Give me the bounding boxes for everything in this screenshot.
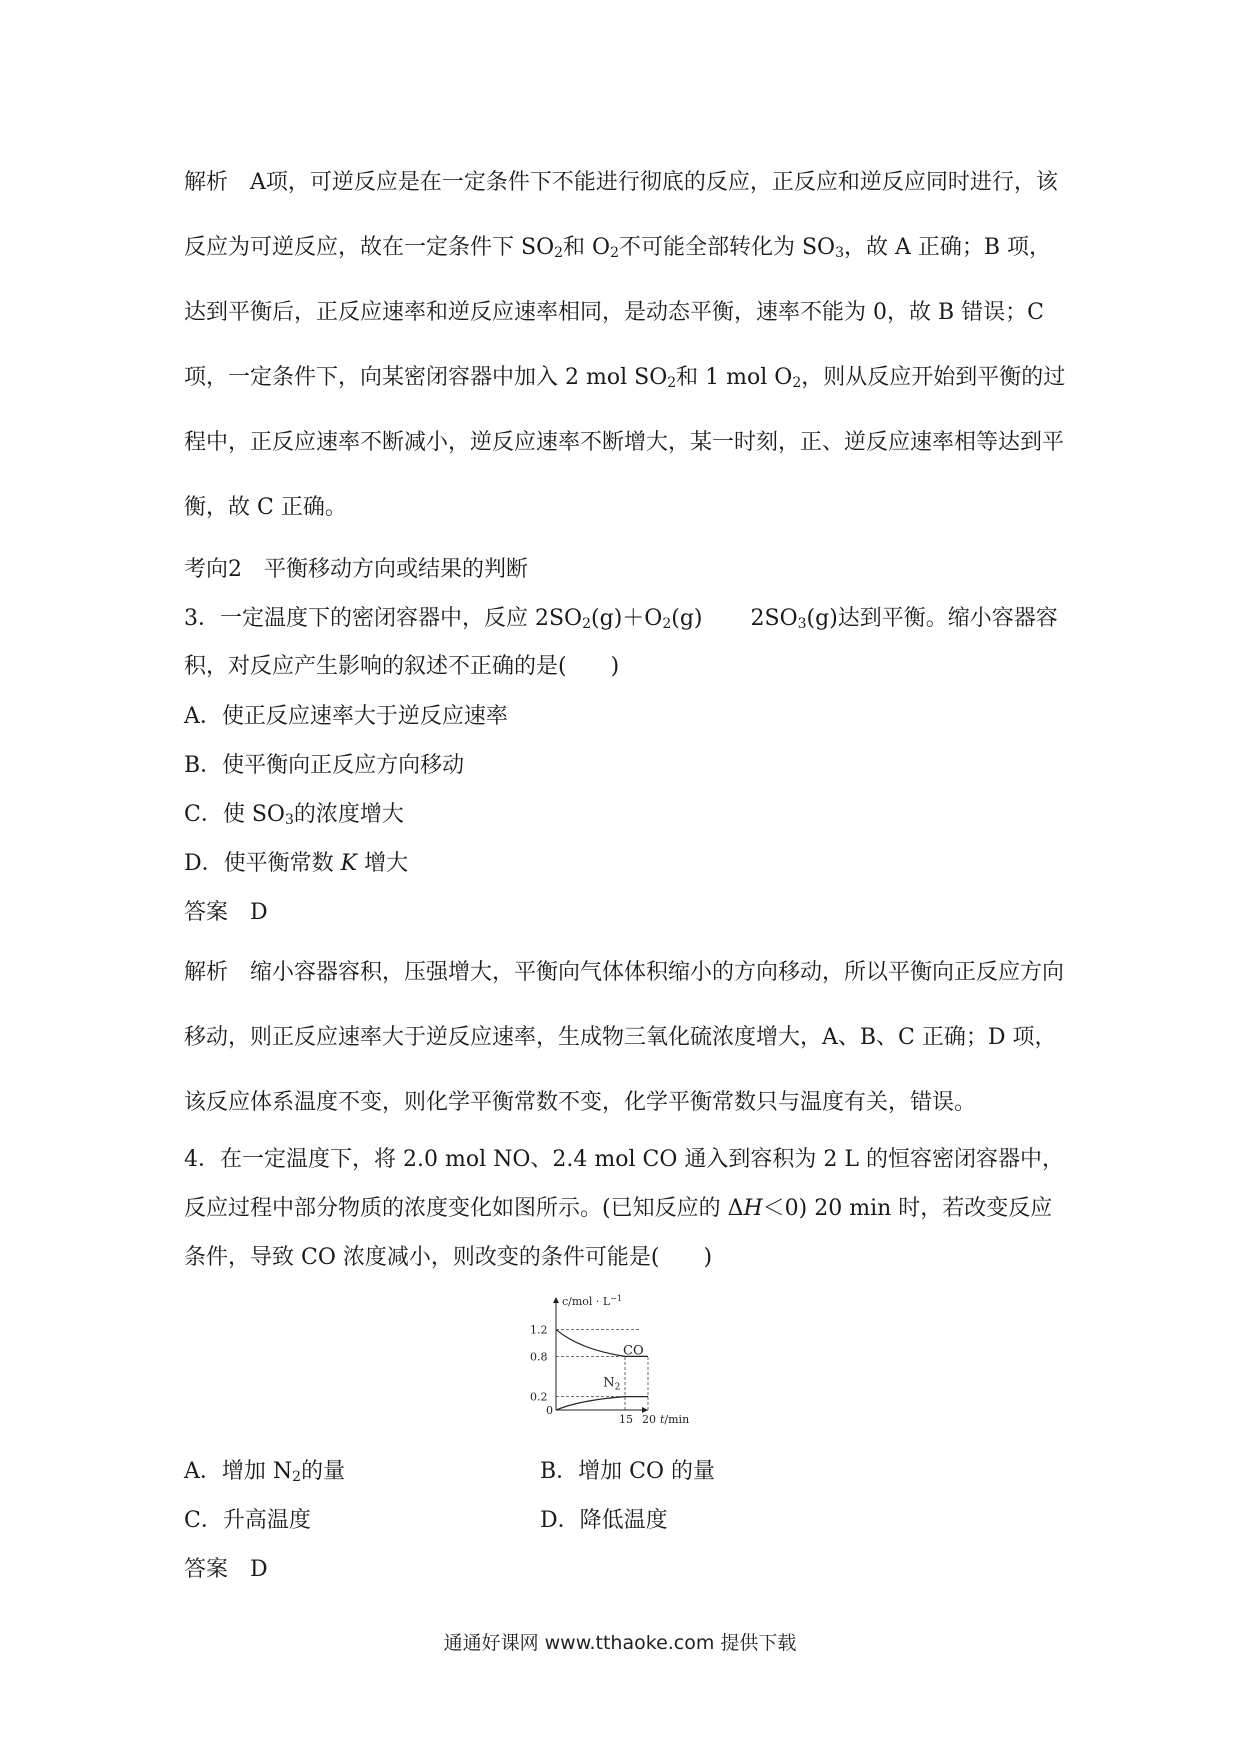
- q3-option-a: A．使正反应速率大于逆反应速率: [184, 704, 508, 729]
- y-tick-label-0: 1.2: [530, 1323, 548, 1337]
- series-line-1: [556, 1397, 648, 1410]
- series-label-n2: $N_2$: [603, 1375, 621, 1393]
- q3-option-b: B．使平衡向正反应方向移动: [184, 753, 465, 778]
- series-label-co: CO: [623, 1343, 644, 1359]
- page-footer: 通通好课网 www.tthaoke.com 提供下载: [443, 1632, 797, 1654]
- question-4-stem: 4．在一定温度下，将 2.0 mol NO、2.4 mol CO 通入到容积为 2 L 的恒容密闭容器中，反应过程中部分物质的浓度变化如图所示。(已知反应的 ΔH＜0) 20 min 时，若改变反应条件，导致 CO 浓度减小，则改变的条件可能是( ): [184, 1147, 1064, 1270]
- y-tick-label-2: 0.2: [530, 1390, 548, 1404]
- q3-analysis: 解析 缩小容器容积，压强增大，平衡向气体体积缩小的方向移动，所以平衡向正反应方向移动，则正反应速率大于逆反应速率，生成物三氧化硫浓度增大，A、B、C 正确；D 项，该反应体系温度不变，则化学平衡常数不变，化学平衡常数只与温度有关，错误。: [184, 960, 1065, 1115]
- q4-option-c: C．升高温度: [184, 1508, 311, 1533]
- q3-option-d: D．使平衡常数 K 增大: [184, 851, 409, 876]
- y-tick-label-1: 0.8: [530, 1350, 548, 1364]
- question-3-stem: 3．一定温度下的密闭容器中，反应 $2SO_2(g)+O_2(g)$ $2SO_3(g)$达到平衡。缩小容器容积，对反应产生影响的叙述不正确的是( ): [184, 606, 1058, 679]
- q4-answer: 答案 D: [184, 1557, 268, 1582]
- q3-answer: 答案 D: [184, 900, 268, 925]
- x-tick-label-0: 15: [619, 1413, 633, 1426]
- y-axis-label: $c/mol \cdot L^{-1}$: [562, 1294, 623, 1308]
- origin-label: 0: [546, 1404, 553, 1417]
- x-tick-label-1: 20: [642, 1413, 656, 1426]
- concentration-time-chart: [520, 1293, 730, 1433]
- analysis-paragraph-q2: 解析 A项，可逆反应是在一定条件下不能进行彻底的反应，正反应和逆反应同时进行，该反应为可逆反应，故在一定条件下 $SO_2$和 $O_2$不可能全部转化为 $SO_3$，故 A 正确；B 项，达到平衡后，正反应速率和逆反应速率相同，是动态平衡，速率不能为 0，故 B 错误；C 项，一定条件下，向某密闭容器中加入 2 mol $SO_2$和 1 mol $O_2$，则从反应开始到平衡的过程中，正反应速率不断减小，逆反应速率不断增大，某一时刻，正、逆反应速率相等达到平衡，故 C 正确。: [184, 170, 1066, 520]
- section-heading: 考向2 平衡移动方向或结果的判断: [184, 557, 528, 582]
- analysis-label: 解析: [184, 170, 229, 195]
- y-axis-arrow: [553, 1297, 559, 1303]
- x-axis-label: t/min: [660, 1413, 690, 1426]
- q3-option-c: C．使 $SO_3$的浓度增大: [184, 802, 404, 828]
- q4-option-d: D．降低温度: [540, 1508, 668, 1533]
- q4-option-b: B．增加 CO 的量: [540, 1459, 716, 1484]
- q4-option-a: A．增加 $N_2$的量: [184, 1459, 346, 1485]
